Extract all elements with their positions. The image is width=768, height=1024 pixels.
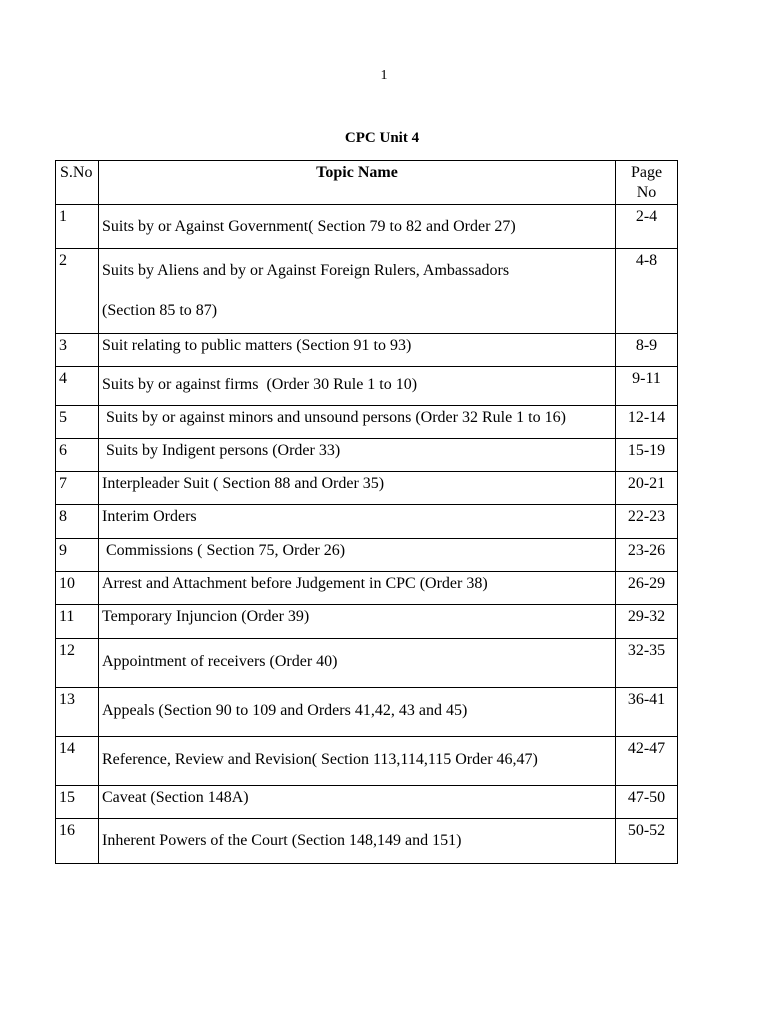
row-page-range: 36-41 [616,688,678,737]
table-row [56,406,678,439]
table-row [56,819,678,864]
row-topic-cell [99,439,616,472]
contents-table [55,160,678,864]
row-page-range: 22-23 [616,505,678,539]
header-topic-name: Topic Name [99,161,616,205]
row-page-range: 20-21 [616,472,678,505]
table-row [56,505,678,539]
row-topic-name: Suits by or Against Government( Section 79 to 82 and Order 27) [102,218,516,235]
row-page-range: 4-8 [616,249,678,334]
table-row [56,367,678,406]
row-serial-number: 8 [56,505,99,539]
table-row [56,605,678,639]
row-topic-cell [99,737,616,786]
table-row [56,334,678,367]
table-row [56,737,678,786]
row-topic-name: Commissions ( Section 75, Order 26) [102,542,346,559]
row-page-range: 2-4 [616,205,678,249]
row-topic-cell [99,786,616,819]
row-topic-cell [99,688,616,737]
row-topic-cell [99,639,616,688]
row-topic-cell [99,819,616,864]
header-page-line2: No [636,184,657,201]
table-row [56,639,678,688]
row-serial-number: 5 [56,406,99,439]
row-serial-number: 15 [56,786,99,819]
row-serial-number: 4 [56,367,99,406]
row-topic-cell [99,505,616,539]
row-topic-name: Appointment of receivers (Order 40) [102,653,338,670]
row-topic-name: Reference, Review and Revision( Section 113,114,115 Order 46,47) [102,751,538,768]
row-page-range: 26-29 [616,572,678,605]
row-topic-name: Suits by or against minors and unsound persons (Order 32 Rule 1 to 16) [102,409,566,426]
table-row [56,439,678,472]
row-topic-name: Interim Orders [102,508,197,525]
row-topic-name: Appeals (Section 90 to 109 and Orders 41,42, 43 and 45) [102,702,468,719]
row-topic-cell [99,367,616,406]
row-page-range: 50-52 [616,819,678,864]
row-topic-cell [99,572,616,605]
row-serial-number: 13 [56,688,99,737]
row-topic-cell [99,472,616,505]
row-serial-number: 9 [56,539,99,572]
row-topic-cell [99,406,616,439]
row-serial-number: 10 [56,572,99,605]
row-topic-cell [99,205,616,249]
table-row [56,786,678,819]
row-serial-number: 1 [56,205,99,249]
header-page-line1: Page [630,164,663,181]
row-serial-number: 12 [56,639,99,688]
header-page-no [616,161,678,205]
header-sno: S.No [56,161,99,205]
row-serial-number: 3 [56,334,99,367]
row-page-range: 9-11 [616,367,678,406]
row-page-range: 8-9 [616,334,678,367]
table-row [56,539,678,572]
table-row [56,472,678,505]
row-topic-cell [99,249,616,334]
row-topic-name: Interpleader Suit ( Section 88 and Order 35) [102,475,385,492]
row-topic-name: Suits by or against firms (Order 30 Rule 1 to 10) [102,376,418,393]
row-serial-number: 11 [56,605,99,639]
row-topic-name: Inherent Powers of the Court (Section 148,149 and 151) [102,832,462,849]
table-row [56,249,678,334]
row-page-range: 42-47 [616,737,678,786]
row-topic-name: Temporary Injuncion (Order 39) [102,608,310,625]
table-header-row [56,161,678,205]
row-topic-cell [99,334,616,367]
row-serial-number: 16 [56,819,99,864]
row-page-range: 12-14 [616,406,678,439]
row-topic-name: Arrest and Attachment before Judgement in CPC (Order 38) [102,575,488,592]
page-number: 1 [380,68,388,83]
document-title: CPC Unit 4 [344,130,420,146]
table-row [56,205,678,249]
row-serial-number: 2 [56,249,99,334]
row-topic-cell [99,539,616,572]
row-page-range: 15-19 [616,439,678,472]
row-page-range: 47-50 [616,786,678,819]
table-row [56,572,678,605]
row-serial-number: 6 [56,439,99,472]
row-topic-name: Suit relating to public matters (Section 91 to 93) [102,337,412,354]
row-topic-name: Caveat (Section 148A) [102,789,249,806]
table-row [56,688,678,737]
row-serial-number: 7 [56,472,99,505]
row-page-range: 32-35 [616,639,678,688]
row-topic-name: Suits by Indigent persons (Order 33) [102,442,341,459]
row-topic-name-continued: (Section 85 to 87) [102,302,218,319]
row-page-range: 29-32 [616,605,678,639]
row-topic-cell [99,605,616,639]
row-topic-name: Suits by Aliens and by or Against Foreign Rulers, Ambassadors [102,262,510,279]
row-serial-number: 14 [56,737,99,786]
row-page-range: 23-26 [616,539,678,572]
